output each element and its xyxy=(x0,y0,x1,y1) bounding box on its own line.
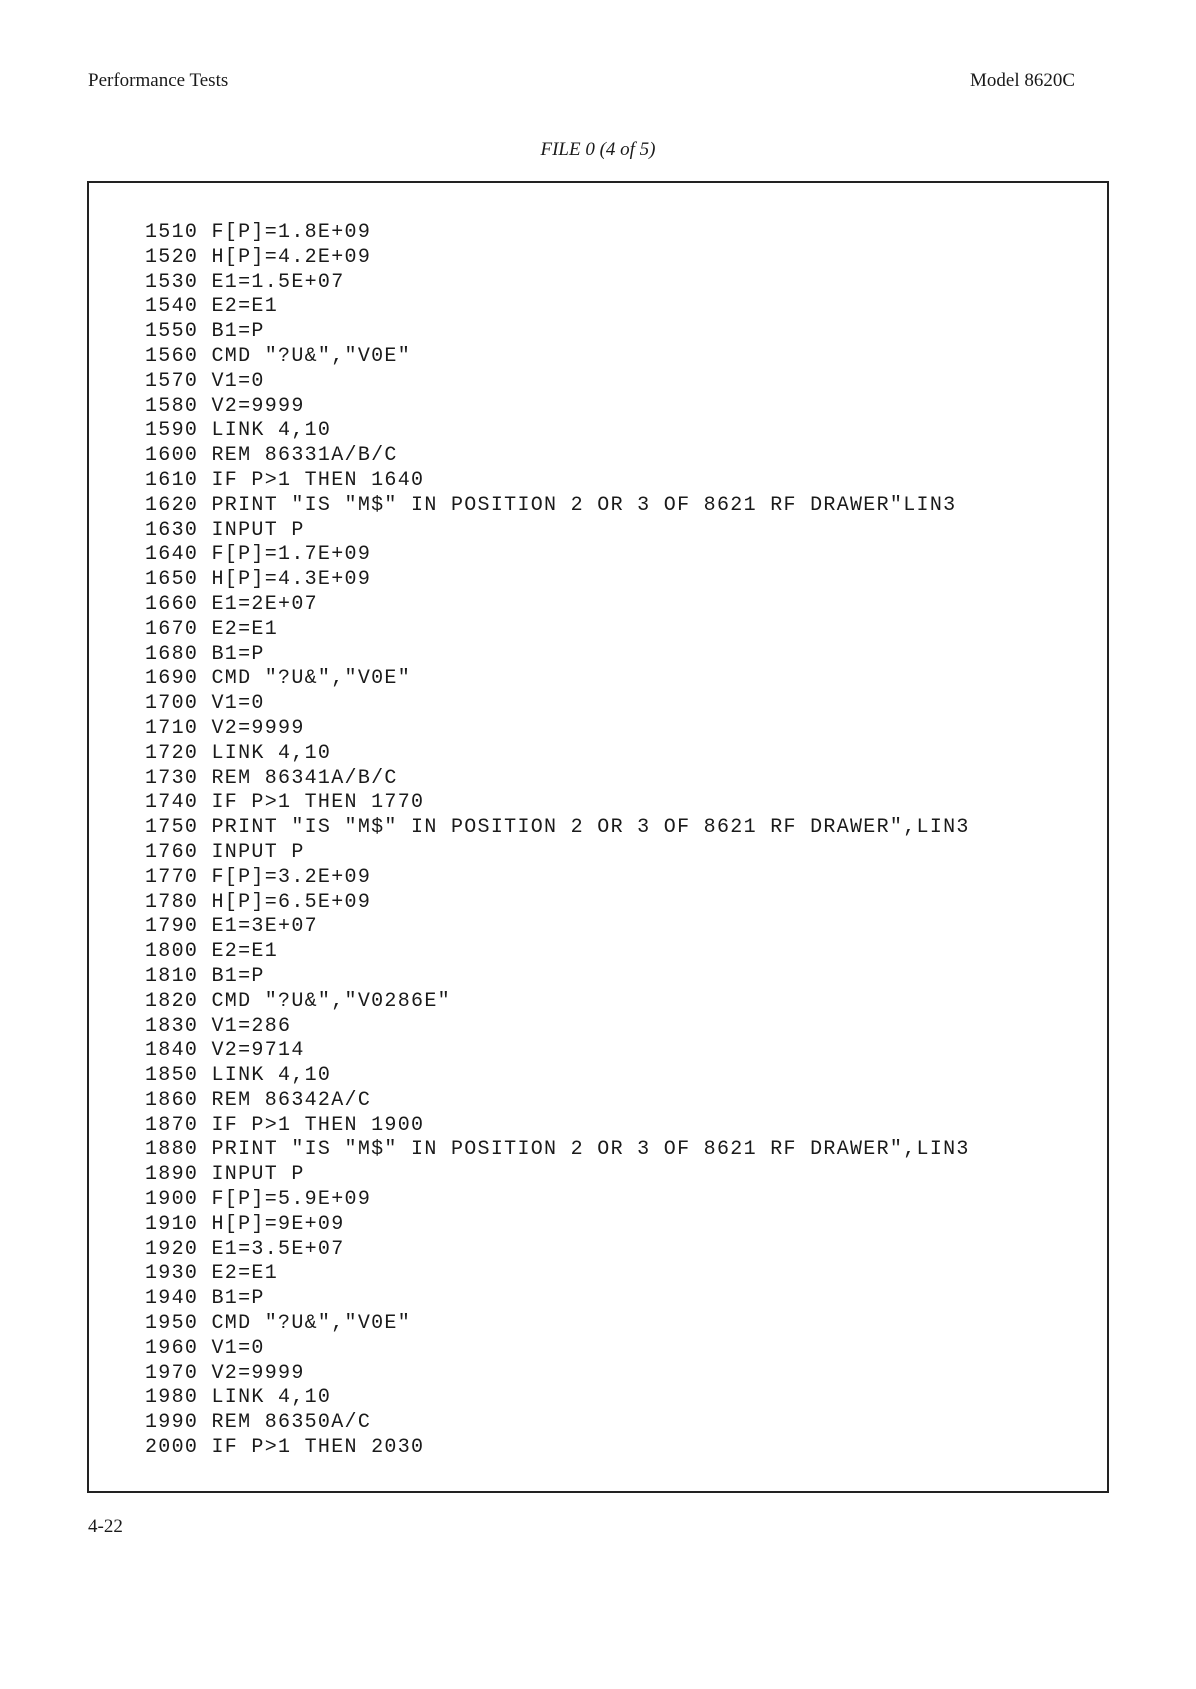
code-line: 1770 F[P]=3.2E+09 xyxy=(145,865,372,889)
code-line: 1790 E1=3E+07 xyxy=(145,915,318,939)
code-line: 1980 LINK 4,10 xyxy=(145,1386,332,1410)
code-line: 1880 PRINT "IS "M$" IN POSITION 2 OR 3 OF 8621 RF DRAWER",LIN3 xyxy=(145,1138,970,1162)
code-line: 1930 E2=E1 xyxy=(145,1262,279,1286)
code-line: 1720 LINK 4,10 xyxy=(145,741,332,765)
code-line: 1610 IF P>1 THEN 1640 xyxy=(145,468,425,492)
page-number: 4-22 xyxy=(88,1516,123,1537)
code-line: 1780 H[P]=6.5E+09 xyxy=(145,890,372,914)
code-line: 1800 E2=E1 xyxy=(145,940,279,964)
code-line: 1760 INPUT P xyxy=(145,840,305,864)
code-line: 1560 CMD "?U&","V0E" xyxy=(145,344,412,368)
code-line: 1680 B1=P xyxy=(145,642,265,666)
code-line: 1700 V1=0 xyxy=(145,692,265,716)
code-line: 1650 H[P]=4.3E+09 xyxy=(145,568,372,592)
code-line: 1670 E2=E1 xyxy=(145,617,279,641)
code-line: 1740 IF P>1 THEN 1770 xyxy=(145,791,425,815)
code-line: 1860 REM 86342A/C xyxy=(145,1088,372,1112)
program-listing xyxy=(145,221,970,1461)
code-line: 1540 E2=E1 xyxy=(145,295,279,319)
code-line: 1990 REM 86350A/C xyxy=(145,1411,372,1435)
code-line: 1920 E1=3.5E+07 xyxy=(145,1237,345,1261)
code-line: 1600 REM 86331A/B/C xyxy=(145,444,398,468)
code-line: 1630 INPUT P xyxy=(145,518,305,542)
code-line: 1870 IF P>1 THEN 1900 xyxy=(145,1113,425,1137)
code-line: 1580 V2=9999 xyxy=(145,394,305,418)
code-line: 1900 F[P]=5.9E+09 xyxy=(145,1188,372,1212)
code-line: 1850 LINK 4,10 xyxy=(145,1064,332,1088)
code-line: 1710 V2=9999 xyxy=(145,716,305,740)
code-line: 1910 H[P]=9E+09 xyxy=(145,1212,345,1236)
code-line: 2000 IF P>1 THEN 2030 xyxy=(145,1436,425,1460)
code-line: 1940 B1=P xyxy=(145,1287,265,1311)
code-line: 1840 V2=9714 xyxy=(145,1039,305,1063)
code-line: 1970 V2=9999 xyxy=(145,1361,305,1385)
code-line: 1750 PRINT "IS "M$" IN POSITION 2 OR 3 OF 8621 RF DRAWER",LIN3 xyxy=(145,816,970,840)
code-line: 1570 V1=0 xyxy=(145,369,265,393)
code-line: 1830 V1=286 xyxy=(145,1014,292,1038)
code-line: 1510 F[P]=1.8E+09 xyxy=(145,221,372,244)
code-line: 1960 V1=0 xyxy=(145,1336,265,1360)
running-header-right: Model 8620C xyxy=(970,70,1076,91)
code-line: 1520 H[P]=4.2E+09 xyxy=(145,245,372,269)
running-header-left: Performance Tests xyxy=(88,70,229,91)
code-line: 1530 E1=1.5E+07 xyxy=(145,270,345,294)
code-line: 1810 B1=P xyxy=(145,964,265,988)
program-listing-box xyxy=(87,181,1109,1493)
code-line: 1730 REM 86341A/B/C xyxy=(145,766,398,790)
code-line: 1550 B1=P xyxy=(145,320,265,344)
code-line: 1890 INPUT P xyxy=(145,1163,305,1187)
code-line: 1690 CMD "?U&","V0E" xyxy=(145,667,412,691)
code-line: 1660 E1=2E+07 xyxy=(145,592,318,616)
code-line: 1590 LINK 4,10 xyxy=(145,419,332,443)
code-line: 1950 CMD "?U&","V0E" xyxy=(145,1312,412,1336)
code-line: 1620 PRINT "IS "M$" IN POSITION 2 OR 3 OF 8621 RF DRAWER"LIN3 xyxy=(145,493,957,517)
code-line: 1820 CMD "?U&","V0286E" xyxy=(145,989,451,1013)
code-line: 1640 F[P]=1.7E+09 xyxy=(145,543,372,567)
file-title: FILE 0 (4 of 5) xyxy=(540,139,656,160)
